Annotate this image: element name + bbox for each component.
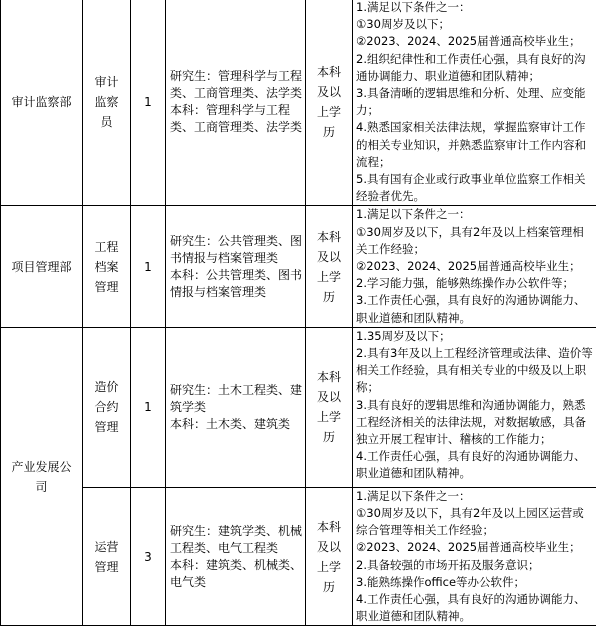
major-cell: 研究生：土木工程类、建筑学类 本科：土木类、建筑类 (166, 327, 306, 487)
position-cell: 审计监察员 (83, 0, 131, 206)
education-cell: 本科及以上学历 (306, 206, 353, 327)
department-cell: 产业发展公司 (1, 327, 83, 626)
education-cell: 本科及以上学历 (306, 327, 353, 487)
requirements-cell: 1.35周岁及以下； 2.具有3年及以上工程经济管理或法律、造价等相关工作经验，具有相关专业的中级及以上职称； 3.具有良好的逻辑思维和沟通协调能力，熟悉工程经济相关的法律法规，对数据敏感，具备独立开展工程审计、稽核的工作能力； 4.工作责任心强，具有良好的沟通协调能力、职业道德和团队精神。 (353, 327, 596, 487)
major-cell: 研究生：管理科学与工程类、工商管理类、法学类 本科：管理科学与工程类、工商管理类、法学类 (166, 0, 306, 206)
education-cell: 本科及以上学历 (306, 487, 353, 626)
requirements-cell: 1.满足以下条件之一： ①30周岁及以下，具有2年及以上园区运营或综合管理等相关工作经验； ②2023、2024、2025届普通高校毕业生； 2.具备较强的市场开拓及服务意识； 3.能熟练操作office等办公软件； 4.工作责任心强，具有良好的沟通协调能力、职业道德和团队精神。 (353, 487, 596, 626)
position-cell: 造价合约管理 (83, 327, 131, 487)
department-cell: 审计监察部 (1, 0, 83, 206)
education-cell: 本科及以上学历 (306, 0, 353, 206)
count-cell: 1 (131, 206, 166, 327)
position-cell: 运营管理 (83, 487, 131, 626)
position-cell: 工程档案管理 (83, 206, 131, 327)
major-cell: 研究生：建筑学类、机械工程类、电气工程类 本科：建筑类、机械类、电气类 (166, 487, 306, 626)
count-cell: 1 (131, 327, 166, 487)
requirements-cell: 1.满足以下条件之一： ①30周岁及以下，具有2年及以上档案管理相关工作经验； ②2023、2024、2025届普通高校毕业生； 2.学习能力强，能够熟练操作办公软件等； 3.工作责任心强，具有良好的沟通协调能力、职业道德和团队精神。 (353, 206, 596, 327)
table-row (1, 487, 596, 626)
count-cell: 1 (131, 0, 166, 206)
table-row (1, 0, 596, 206)
count-cell: 3 (131, 487, 166, 626)
requirements-cell: 1.满足以下条件之一： ①30周岁及以下； ②2023、2024、2025届普通高校毕业生； 2.组织纪律性和工作责任心强，具有良好的沟通协调能力、职业道德和团队精神； 3.具备清晰的逻辑思维和分析、处理、应变能力； 4.熟悉国家相关法律法规，掌握监察审计工作的相关专业知识，并熟悉监察审计工作内容和流程； 5.具有国有企业或行政事业单位监察工作相关经验者优先。 (353, 0, 596, 206)
major-cell: 研究生：公共管理类、图书情报与档案管理类 本科：公共管理类、图书情报与档案管理类 (166, 206, 306, 327)
table-row (1, 206, 596, 327)
table-row (1, 327, 596, 487)
department-cell: 项目管理部 (1, 206, 83, 327)
